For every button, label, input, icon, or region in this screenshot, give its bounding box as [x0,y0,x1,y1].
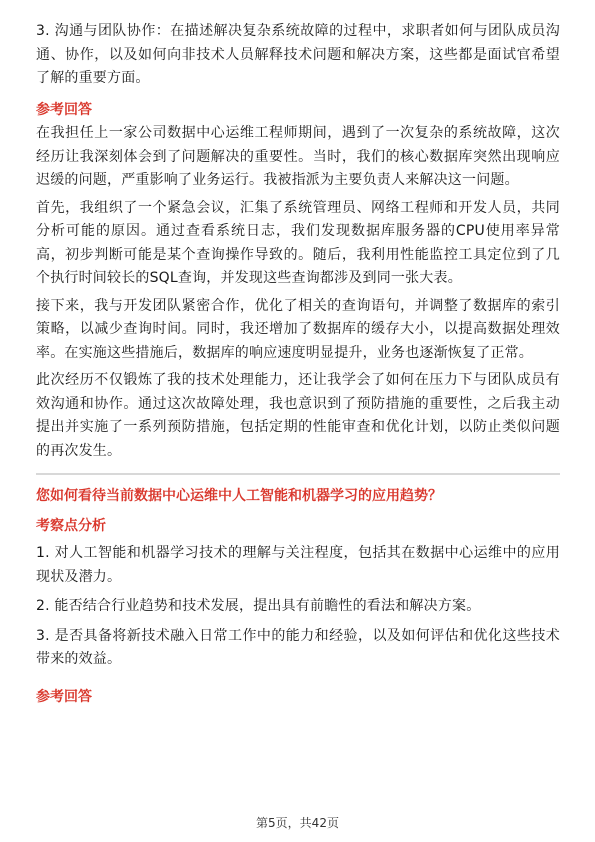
answer-paragraph-4: 此次经历不仅锻炼了我的技术处理能力，还让我学会了如何在压力下与团队成员有效沟通和协作。通过这次故障处理，我也意识到了预防措施的重要性，之后我主动提出并实施了一系列预防措施，包括定期的性能审查和优化计划，以防止类似问题的再次发生。 [36,372,560,459]
section-divider [36,473,560,475]
analysis-point-2: 2. 能否结合行业趋势和技术发展，提出具有前瞻性的看法和解决方案。 [36,598,481,614]
answer-paragraph-1: 在我担任上一家公司数据中心运维工程师期间，遇到了一次复杂的系统故障，这次经历让我深刻体会到了问题解决的重要性。当时，我们的核心数据库突然出现响应迟缓的问题，严重影响了业务运行。我被指派为主要负责人来解决这一问题。 [36,125,560,188]
analysis-label: 考察点分析 [36,517,106,534]
answer-paragraph-3: 接下来，我与开发团队紧密合作，优化了相关的查询语句，并调整了数据库的索引策略，以减少查询时间。同时，我还增加了数据库的缓存大小，以提高数据处理效率。在实施这些措施后，数据库的响应速度明显提升，业务也逐渐恢复了正常。 [36,297,560,361]
question-title: 您如何看待当前数据中心运维中人工智能和机器学习的应用趋势？ [36,488,442,504]
reference-answer-label-2: 参考回答 [36,688,92,705]
analysis-point-3: 3. 沟通与团队协作：在描述解决复杂系统故障的过程中，求职者如何与团队成员沟通、协作，以及如何向非技术人员解释技术问题和解决方案，这些都是面试官希望了解的重要方面。 [36,23,560,86]
reference-answer-label: 参考回答 [36,101,92,118]
analysis-point-1: 1. 对人工智能和机器学习技术的理解与关注程度，包括其在数据中心运维中的应用现状及潜力。 [36,545,560,585]
answer-paragraph-2: 首先，我组织了一个紧急会议，汇集了系统管理员、网络工程师和开发人员，共同分析可能的原因。通过查看系统日志，我们发现数据库服务器的CPU使用率异常高，初步判断可能是某个查询操作导致的。随后，我利用性能监控工具定位到了几个执行时间较长的SQL查询，并发现这些查询都涉及到同一张大表。 [36,199,560,286]
analysis-point-3-second: 3. 是否具备将新技术融入日常工作中的能力和经验，以及如何评估和优化这些技术带来的效益。 [36,627,560,667]
document-page [36,20,560,709]
page-footer: 第5页，共42页 [256,816,339,830]
